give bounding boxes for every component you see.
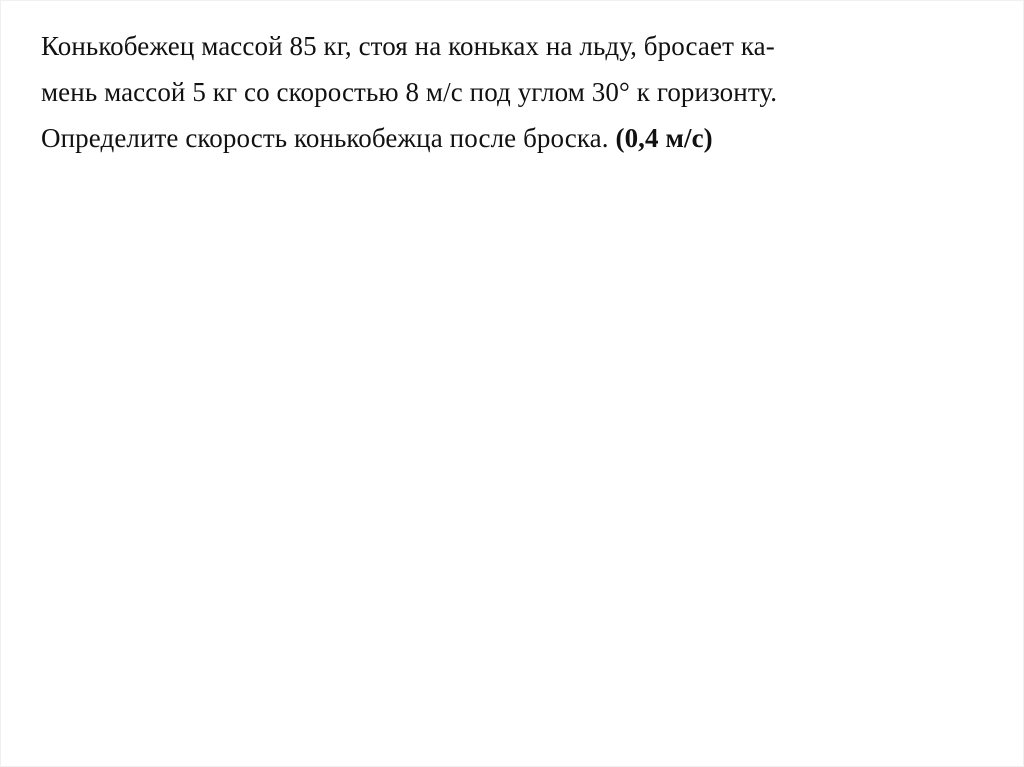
problem-line-3 [41, 115, 981, 161]
problem-line-3-text: Определите скорость конькобежца после броска. [41, 123, 609, 153]
problem-text [41, 23, 981, 161]
answer-text: (0,4 м/с) [615, 123, 713, 153]
problem-line-2: мень массой 5 кг со скоростью 8 м/с под углом 30° к горизонту. [41, 77, 778, 107]
problem-line-1: Конькобежец массой 85 кг, стоя на коньках на льду, бросает ка- [41, 31, 775, 61]
